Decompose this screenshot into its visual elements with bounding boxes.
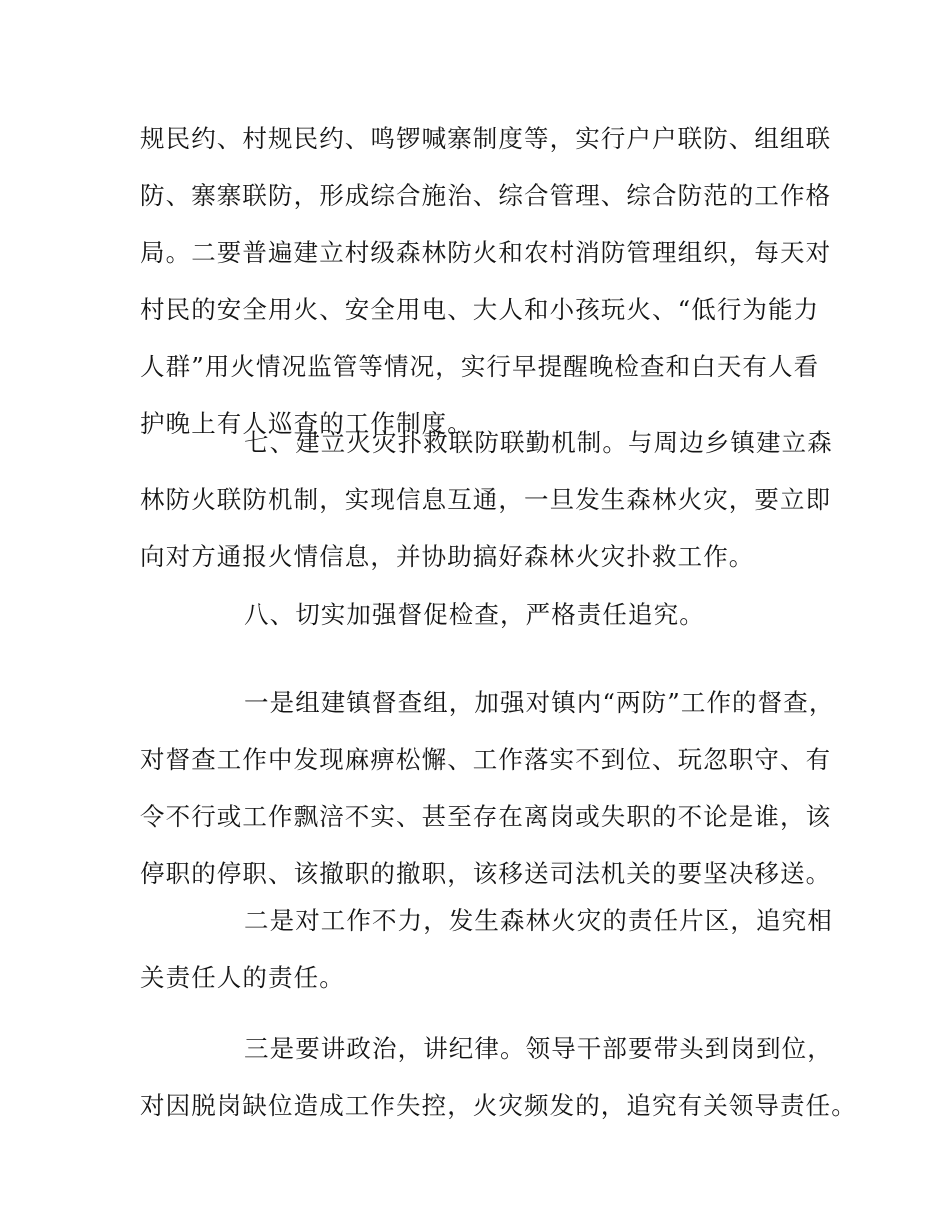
text-line-first: 七、建立火灾扑救联防联勤机制。与周边乡镇建立森 xyxy=(244,428,833,457)
text-line: 林防火联防机制，实现信息互通，一旦发生森林火灾，要立即 xyxy=(140,485,832,514)
para-seven-joint-defense xyxy=(140,414,840,585)
text-line: 村民的安全用火、安全用电、大人和小孩玩火、“低行为能力 xyxy=(140,295,820,324)
text-line: 对督查工作中发现麻痹松懈、工作落实不到位、玩忽职守、有 xyxy=(140,745,832,774)
para-continued-village-rules xyxy=(140,110,840,452)
text-line-first: 二是对工作不力，发生森林火灾的责任片区，追究相 xyxy=(244,906,833,935)
text-line: 规民约、村规民约、鸣锣喊寨制度等，实行户户联防、组组联 xyxy=(140,124,832,153)
text-line: 人群”用火情况监管等情况，实行早提醒晚检查和白天有人看 xyxy=(140,352,820,381)
text-line-first: 一是组建镇督查组，加强对镇内“两防”工作的督查， xyxy=(244,688,835,717)
text-line: 令不行或工作飘涪不实、甚至存在离岗或失职的不论是谁，该 xyxy=(140,802,832,831)
text-line: 关责任人的责任。 xyxy=(140,963,345,992)
para-third-discipline xyxy=(140,1020,857,1134)
text-line: 对因脱岗缺位造成工作失控，火灾频发的，追究有关领导责任。 xyxy=(140,1091,857,1120)
text-line: 停职的停职、该撤职的撤职，该移送司法机关的要坚决移送。 xyxy=(140,859,832,888)
para-second-accountability xyxy=(140,892,840,1006)
text-line-first: 三是要讲政治，讲纪律。领导干部要带头到岗到位， xyxy=(244,1034,833,1063)
para-first-inspection-team xyxy=(140,674,840,902)
text-line: 护晚上有人巡查的工作制度。 xyxy=(140,409,473,438)
text-line-first: 八、切实加强督促检查，严格责任追究。 xyxy=(244,600,705,629)
para-eight-supervision xyxy=(140,586,840,643)
text-line: 局。二要普遍建立村级森林防火和农村消防管理组织，每天对 xyxy=(140,238,832,267)
text-line: 向对方通报火情信息，并协助搞好森林火灾扑救工作。 xyxy=(140,542,755,571)
text-line: 防、寨寨联防，形成综合施治、综合管理、综合防范的工作格 xyxy=(140,181,832,210)
